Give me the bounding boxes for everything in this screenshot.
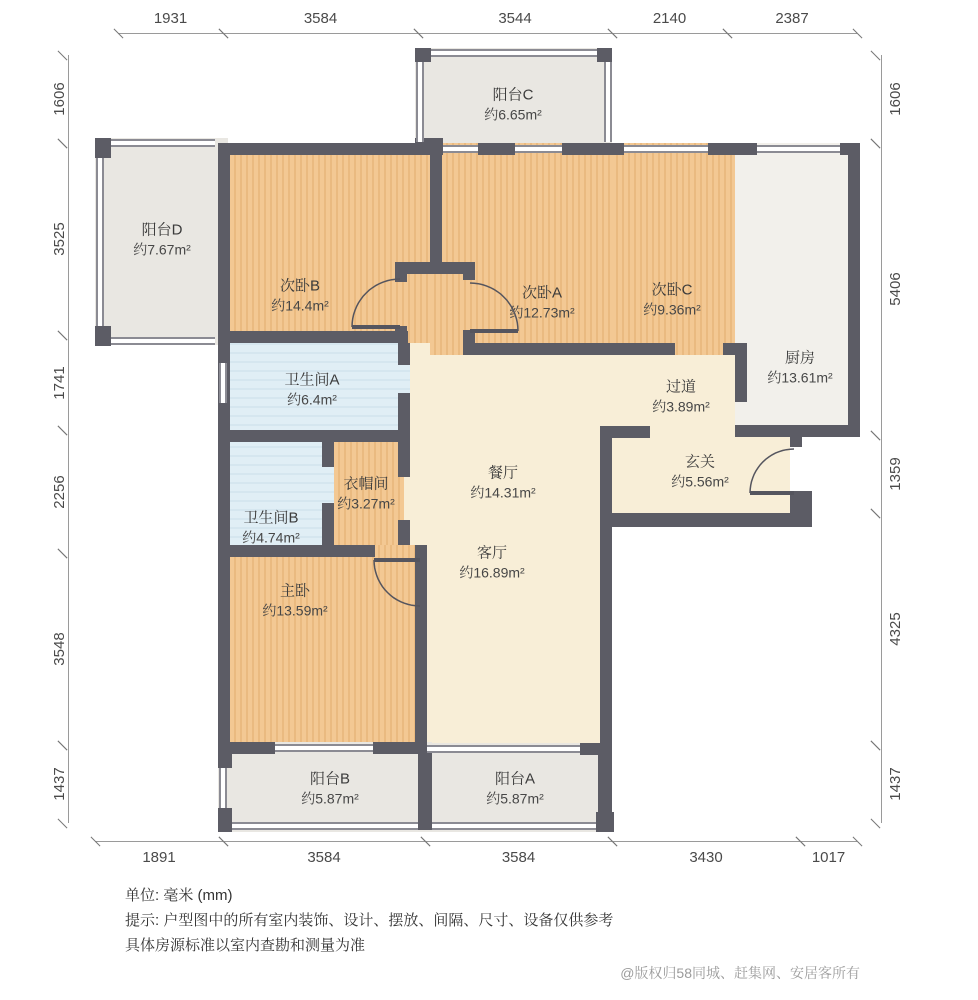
room-label-yangtai-a <box>486 769 544 808</box>
room-name: 厨房 <box>784 349 816 367</box>
room-label-ciwo-b <box>271 276 329 315</box>
wall <box>322 503 334 545</box>
room-label-weishengjian-a <box>284 370 339 409</box>
room-area: 约6.4m² <box>287 391 337 408</box>
dim-label-bottom: 3430 <box>689 849 723 866</box>
wall <box>398 343 410 365</box>
wall <box>612 343 675 355</box>
dim-line-bottom <box>425 841 612 842</box>
dim-tick <box>871 431 881 441</box>
dim-line-top <box>118 33 223 34</box>
dim-line-bottom <box>612 841 800 842</box>
wall <box>218 143 230 752</box>
window <box>443 145 478 153</box>
dim-tick <box>58 331 68 341</box>
window <box>219 768 227 808</box>
dim-label-left: 3525 <box>51 222 68 256</box>
wall <box>598 752 612 816</box>
dim-label-right: 4325 <box>887 612 904 646</box>
dim-line-right <box>881 435 882 513</box>
room-name: 衣帽间 <box>343 475 389 493</box>
note-tip: 提示: 户型图中的所有室内装饰、设计、摆放、间隔、尺寸、设备仅供参考 <box>125 911 614 929</box>
dim-label-top: 1931 <box>153 10 188 27</box>
room-name: 卫生间B <box>243 509 299 527</box>
room-area: 约14.4m² <box>271 297 329 314</box>
room-ciwo-a <box>430 143 612 355</box>
wall <box>398 393 410 435</box>
wall <box>395 262 475 274</box>
dim-line-left <box>68 430 69 553</box>
wall <box>218 331 408 343</box>
wall <box>600 527 612 752</box>
dim-tick <box>58 741 68 751</box>
window <box>96 158 104 326</box>
window <box>604 62 612 142</box>
dim-tick <box>58 549 68 559</box>
wall <box>322 442 334 467</box>
wall <box>708 143 757 155</box>
room-area: 约14.31m² <box>470 484 536 501</box>
room-label-weishengjian-b <box>242 508 300 547</box>
room-area: 约3.89m² <box>652 398 710 415</box>
dim-tick <box>871 741 881 751</box>
room-name: 阳台A <box>494 770 536 788</box>
room-area: 约9.36m² <box>643 301 701 318</box>
wall <box>415 48 431 62</box>
room-label-xuanguan <box>671 452 729 491</box>
dim-line-right <box>881 745 882 823</box>
room-area: 约3.27m² <box>337 495 395 512</box>
dim-line-left <box>68 335 69 430</box>
room-name: 阳台D <box>141 221 183 239</box>
room-area: 约5.87m² <box>486 790 544 807</box>
dim-label-right: 1606 <box>887 82 904 116</box>
room-label-zhuwo <box>262 581 327 620</box>
wall <box>470 343 612 355</box>
room-name: 次卧B <box>279 277 321 295</box>
room-name: 客厅 <box>476 544 508 562</box>
room-zhuwo <box>218 545 427 752</box>
wall <box>600 513 812 527</box>
room-label-canting <box>470 463 535 502</box>
dim-label-top: 3544 <box>498 10 532 27</box>
dim-line-right <box>881 143 882 435</box>
dim-label-left: 1606 <box>51 82 68 116</box>
wall <box>95 326 111 346</box>
room-name: 阳台B <box>309 770 351 788</box>
room-area: 约13.59m² <box>262 602 328 619</box>
wall <box>395 274 407 282</box>
wall <box>790 437 802 447</box>
room-area: 约13.61m² <box>767 369 833 386</box>
room-area: 约7.67m² <box>133 241 191 258</box>
window <box>275 744 373 752</box>
room-name: 次卧A <box>521 284 563 302</box>
wall <box>463 274 475 280</box>
window <box>416 62 424 142</box>
dim-line-top <box>727 33 857 34</box>
dim-label-right: 1437 <box>887 767 904 801</box>
room-area: 约6.65m² <box>484 106 542 123</box>
wall <box>597 48 612 62</box>
dim-tick <box>871 509 881 519</box>
dim-tick <box>871 819 881 829</box>
room-label-yangtai-d <box>133 220 191 259</box>
room-ciwo-c <box>612 143 747 355</box>
wall <box>218 752 232 768</box>
room-label-ciwo-c <box>643 280 701 319</box>
dim-line-bottom <box>223 841 425 842</box>
wall <box>600 430 612 515</box>
wall <box>398 442 410 477</box>
window <box>624 145 708 153</box>
wall <box>612 143 624 155</box>
dim-label-left: 1437 <box>51 767 68 801</box>
room-name: 过道 <box>665 378 697 396</box>
dim-label-bottom: 3584 <box>501 849 536 866</box>
dim-label-top: 2140 <box>652 10 687 27</box>
room-name: 主卧 <box>279 582 311 600</box>
room-label-yangtai-c <box>484 85 542 124</box>
wall <box>218 143 420 155</box>
dim-tick <box>871 139 881 149</box>
note-tip2: 具体房源标准以室内查勘和测量为准 <box>125 936 366 954</box>
room-name: 玄关 <box>684 453 716 471</box>
room-name: 卫生间A <box>284 371 340 389</box>
dim-label-right: 1359 <box>887 457 904 491</box>
window <box>111 337 215 345</box>
dim-line-right <box>881 513 882 745</box>
window <box>232 822 418 830</box>
dim-tick <box>58 819 68 829</box>
wall <box>790 491 812 527</box>
dim-label-bottom: 3584 <box>307 849 341 866</box>
dim-tick <box>871 51 881 61</box>
room-chufang <box>735 143 860 437</box>
dim-line-bottom <box>800 841 857 842</box>
wall <box>478 143 515 155</box>
room-area: 约16.89m² <box>459 564 525 581</box>
wall <box>735 355 747 402</box>
room-area: 约5.87m² <box>301 790 359 807</box>
window <box>515 145 562 153</box>
wall <box>430 155 442 265</box>
room-area: 约12.73m² <box>509 304 575 321</box>
room-label-yangtai-b <box>301 769 359 808</box>
wall <box>848 143 860 437</box>
room-name: 次卧C <box>651 281 693 299</box>
room-name: 阳台C <box>492 86 534 104</box>
dim-label-bottom: 1891 <box>142 849 176 866</box>
wall <box>218 430 410 442</box>
room-area: 约5.56m² <box>671 473 729 490</box>
wall <box>398 520 410 545</box>
copyright-watermark: @版权归58同城、赶集网、安居客所有 <box>620 965 860 981</box>
dim-tick <box>58 139 68 149</box>
notes-block <box>125 884 613 958</box>
wall <box>95 138 111 158</box>
window <box>757 145 840 153</box>
room-label-chufang <box>767 348 832 387</box>
dim-line-left <box>68 553 69 745</box>
dim-label-left: 3548 <box>51 632 68 666</box>
dim-tick <box>58 426 68 436</box>
dim-label-left: 2256 <box>51 474 68 509</box>
dim-label-bottom: 1017 <box>811 849 846 866</box>
dim-line-top <box>612 33 727 34</box>
window <box>111 139 215 147</box>
window <box>431 49 597 57</box>
window <box>427 745 580 753</box>
room-label-guodao <box>652 377 710 416</box>
dim-line-top <box>418 33 612 34</box>
window <box>432 822 596 830</box>
wall <box>735 425 860 437</box>
wall <box>218 808 232 832</box>
dim-line-left <box>68 55 69 143</box>
note-unit: 单位: 毫米 (mm) <box>125 887 233 904</box>
dim-line-left <box>68 745 69 823</box>
dim-line-bottom <box>95 841 223 842</box>
dim-label-right: 5406 <box>887 272 904 306</box>
dim-label-top: 2387 <box>775 10 809 27</box>
room-label-keting <box>459 543 524 582</box>
dim-label-top: 3584 <box>303 10 338 27</box>
room-name: 餐厅 <box>487 464 519 482</box>
wall <box>418 752 432 830</box>
wall <box>596 812 614 832</box>
wall <box>562 143 612 155</box>
dim-line-top <box>223 33 418 34</box>
room-area: 约4.74m² <box>242 529 300 546</box>
dim-label-left: 1741 <box>51 365 68 400</box>
room-label-ciwo-a <box>509 283 574 322</box>
wall <box>415 545 427 752</box>
dim-tick <box>58 51 68 61</box>
wall <box>723 343 747 355</box>
window <box>219 363 227 403</box>
dim-line-right <box>881 55 882 143</box>
dim-line-left <box>68 143 69 335</box>
room-label-yimaojian <box>337 474 395 513</box>
